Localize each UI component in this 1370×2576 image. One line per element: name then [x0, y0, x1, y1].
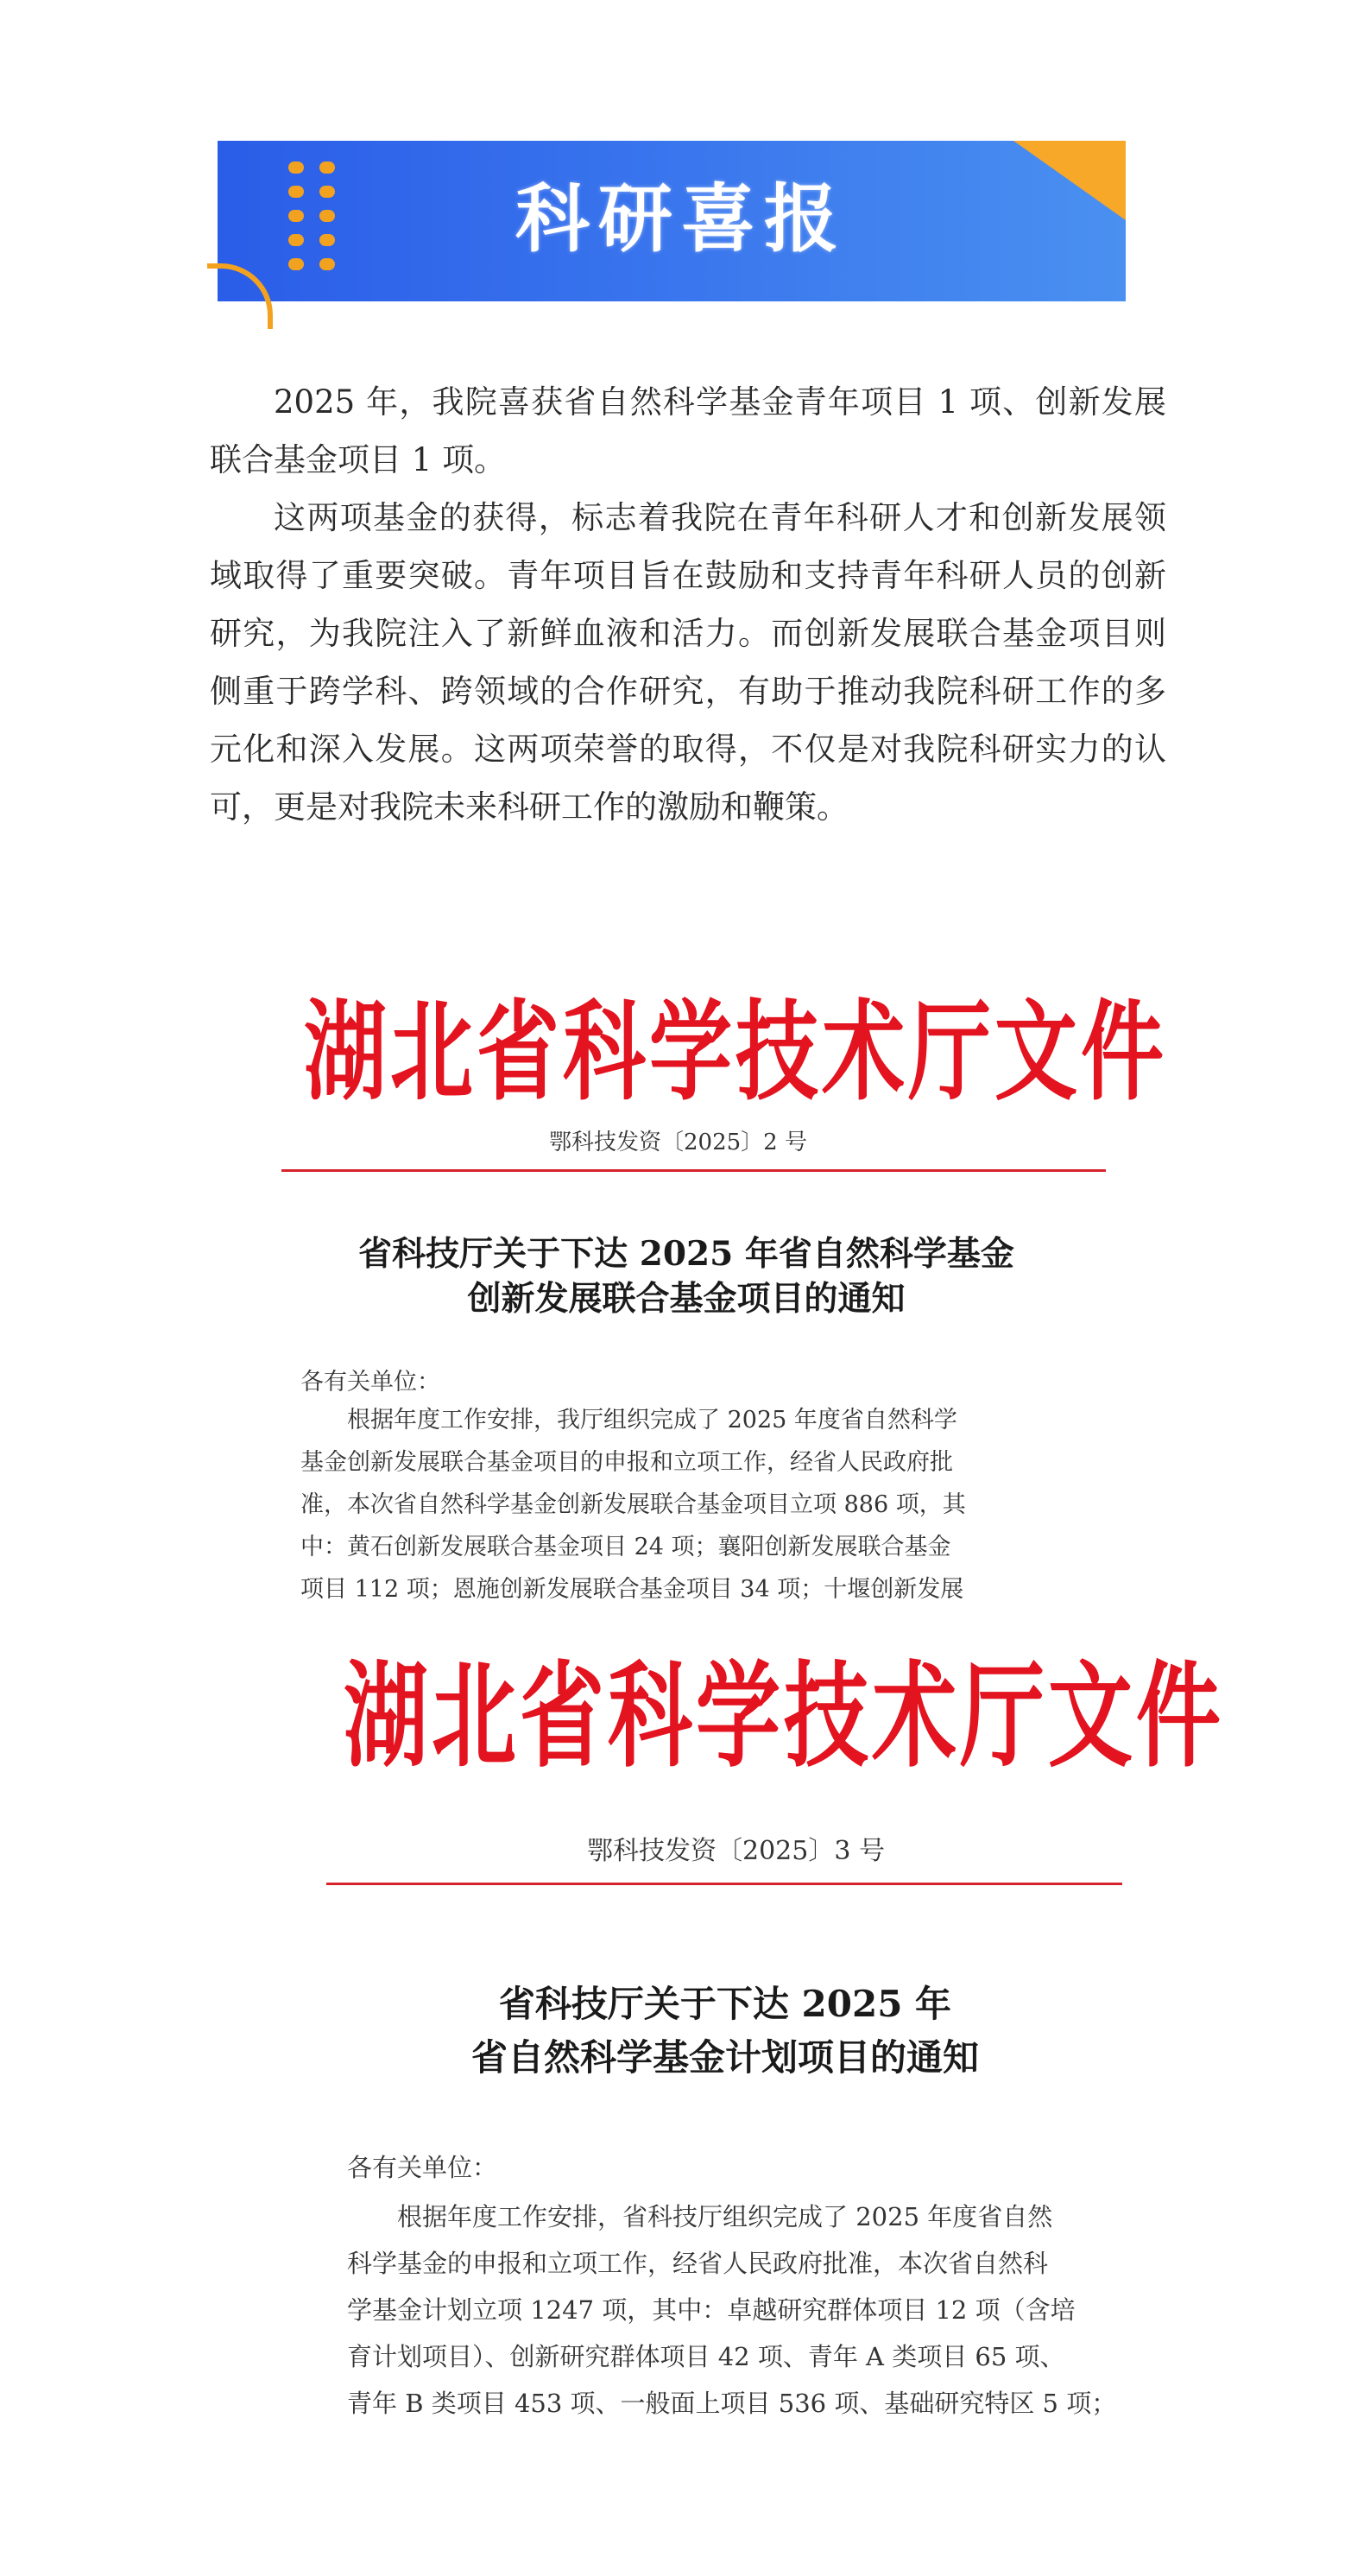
document-body-line: 学基金计划立项 1247 项，其中：卓越研究群体项目 12 项（含培	[347, 2295, 1076, 2325]
article-paragraph: 2025 年，我院喜获省自然科学基金青年项目 1 项、创新发展联合基金项目 1 项。	[210, 383, 1166, 478]
document-body-line: 准，本次省自然科学基金创新发展联合基金项目立项 886 项，其	[300, 1491, 966, 1518]
document-body	[347, 2193, 1141, 2427]
document-header: 湖北省科学技术厅文件	[304, 990, 1167, 1116]
document-body-line: 育计划项目）、创新研究群体项目 42 项、青年 A 类项目 65 项、	[347, 2342, 1065, 2371]
document-salutation: 各有关单位：	[300, 1369, 440, 1396]
document-number: 鄂科技发资〔2025〕3 号	[587, 1836, 885, 1866]
document-salutation: 各有关单位：	[347, 2153, 498, 2182]
document-body-line: 青年 B 类项目 453 项、一般面上项目 536 项、基础研究特区 5 项；	[347, 2389, 1117, 2418]
document-body-line: 基金创新发展联合基金项目的申报和立项工作，经省人民政府批	[300, 1449, 953, 1476]
document-header: 湖北省科学技术厅文件	[344, 1650, 1225, 1784]
banner	[218, 141, 1126, 301]
document-divider	[281, 1169, 1106, 1172]
document-body-line: 根据年度工作安排，我厅组织完成了 2025 年度省自然科学	[347, 1407, 957, 1434]
article-body	[210, 373, 1166, 836]
document-body	[300, 1399, 1112, 1611]
document-number: 鄂科技发资〔2025〕2 号	[549, 1130, 807, 1155]
document-body-line: 项目 112 项；恩施创新发展联合基金项目 34 项；十堰创新发展	[300, 1576, 964, 1603]
banner-title: 科研喜报	[515, 176, 847, 263]
document-body-line: 科学基金的申报和立项工作，经省人民政府批准，本次省自然科	[347, 2249, 1049, 2278]
document-body-line: 中：黄石创新发展联合基金项目 24 项；襄阳创新发展联合基金	[300, 1534, 951, 1560]
article-paragraph: 这两项基金的获得，标志着我院在青年科研人才和创新发展领域取得了重要突破。青年项目旨在鼓励和支持青年科研人员的创新研究，为我院注入了新鲜血液和活力。而创新发展联合基金项目则侧重于跨学科、跨领域的合作研究，有助于推动我院科研工作的多元化和深入发展。这两项荣誉的取得，不仅是对我院科研实力的认可，更是对我院未来科研工作的激励和鞭策。	[210, 499, 1166, 826]
banner-corner-triangle	[1013, 141, 1126, 220]
document-title: 省科技厅关于下达 2025 年 省自然科学基金计划项目的通知	[470, 1983, 979, 2079]
document-body-line: 根据年度工作安排，省科技厅组织完成了 2025 年度省自然	[397, 2202, 1053, 2231]
document-divider	[326, 1883, 1122, 1885]
banner-dots-decoration	[288, 161, 340, 282]
document-title: 省科技厅关于下达 2025 年省自然科学基金 创新发展联合基金项目的通知	[358, 1234, 1014, 1319]
